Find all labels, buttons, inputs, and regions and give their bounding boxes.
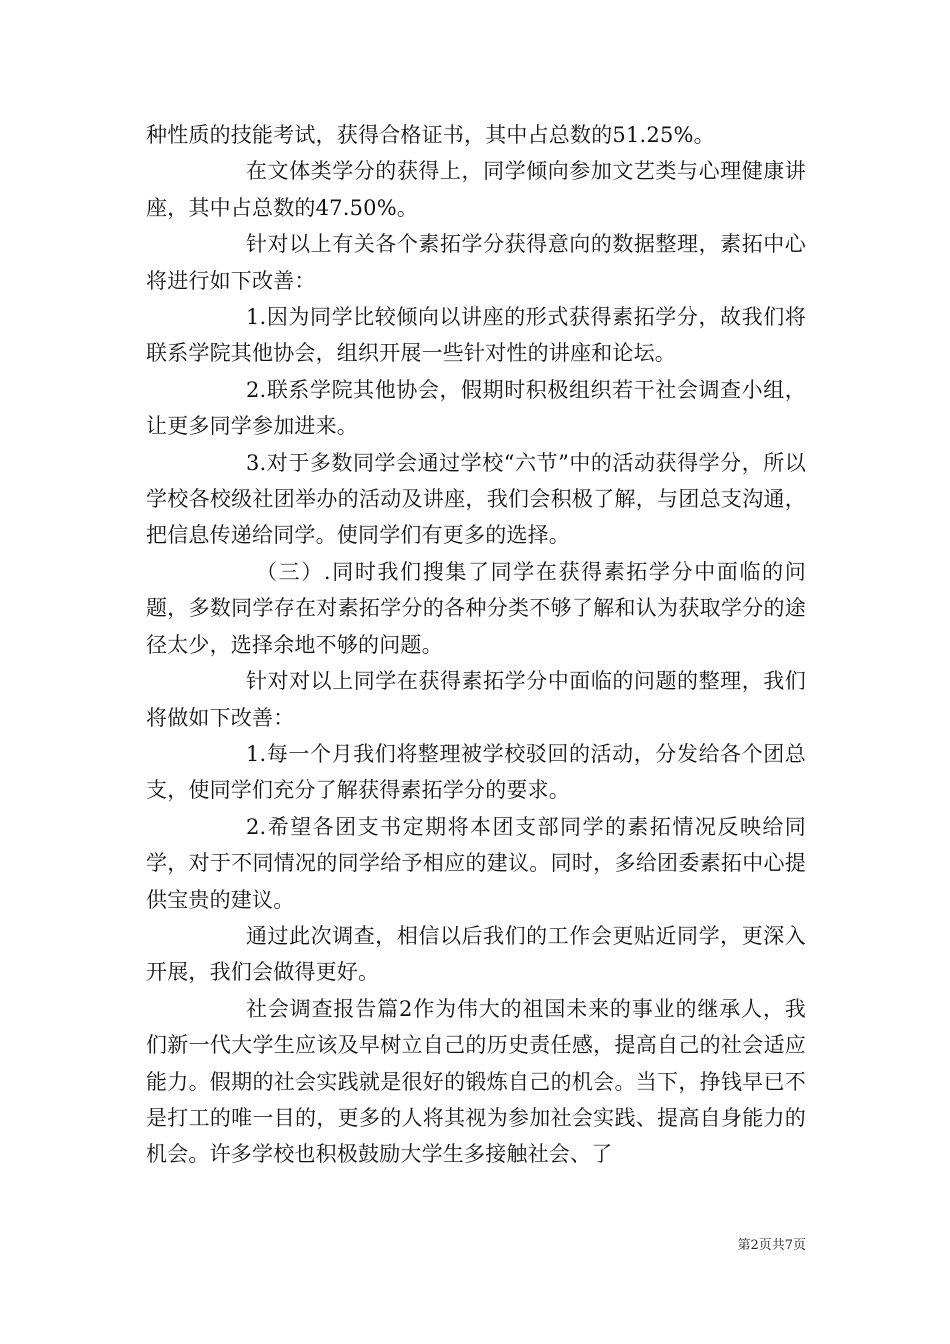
paragraph-4: 1.因为同学比较倾向以讲座的形式获得素拓学分，故我们将联系学院其他协会，组织开展一些针对性的讲座和论坛。: [146, 305, 806, 366]
document-body: [146, 117, 806, 1173]
paragraph-5: 2.联系学院其他协会，假期时积极组织若干社会调查小组，让更多同学参加进来。: [146, 377, 806, 439]
paragraph-1: 种性质的技能考试，获得合格证书，其中占总数的51.25%。: [146, 123, 715, 147]
paragraph-2: 在文体类学分的获得上，同学倾向参加文艺类与心理健康讲座，其中占总数的47.50%。: [146, 159, 806, 220]
paragraph-7: （三）.同时我们搜集了同学在获得素拓学分中面临的问题，多数同学存在对素拓学分的各种分类不够了解和认为获取学分的途径太少，选择余地不够的问题。: [146, 559, 806, 657]
paragraph-12: 社会调查报告篇2作为伟大的祖国未来的事业的继承人，我们新一代大学生应该及早树立自己的历史责任感，提高自己的社会适应能力。假期的社会实践就是很好的锻炼自己的机会。当下，挣钱早已不是打工的唯一目的，更多的人将其视为参加社会实践、提高自身能力的机会。许多学校也积极鼓励大学生多接触社会、了: [146, 996, 806, 1167]
paragraph-11: 通过此次调查，相信以后我们的工作会更贴近同学，更深入开展，我们会做得更好。: [146, 923, 806, 985]
paragraph-8: 针对对以上同学在获得素拓学分中面临的问题的整理，我们将做如下改善：: [146, 669, 806, 730]
paragraph-6: 3.对于多数同学会通过学校“六节”中的活动获得学分，所以学校各校级社团举办的活动及讲座，我们会积极了解，与团总支沟通，把信息传递给同学。使同学们有更多的选择。: [146, 450, 806, 548]
paragraph-10: 2.希望各团支书定期将本团支部同学的素拓情况反映给同学，对于不同情况的同学给予相应的建议。同时，多给团委素拓中心提供宝贵的建议。: [146, 814, 806, 912]
page-number-footer: 第2页共7页: [737, 1238, 806, 1253]
paragraph-3: 针对以上有关各个素拓学分获得意向的数据整理，素拓中心将进行如下改善：: [146, 232, 806, 293]
paragraph-9: 1.每一个月我们将整理被学校驳回的活动，分发给各个团总支，使同学们充分了解获得素拓学分的要求。: [146, 741, 806, 803]
